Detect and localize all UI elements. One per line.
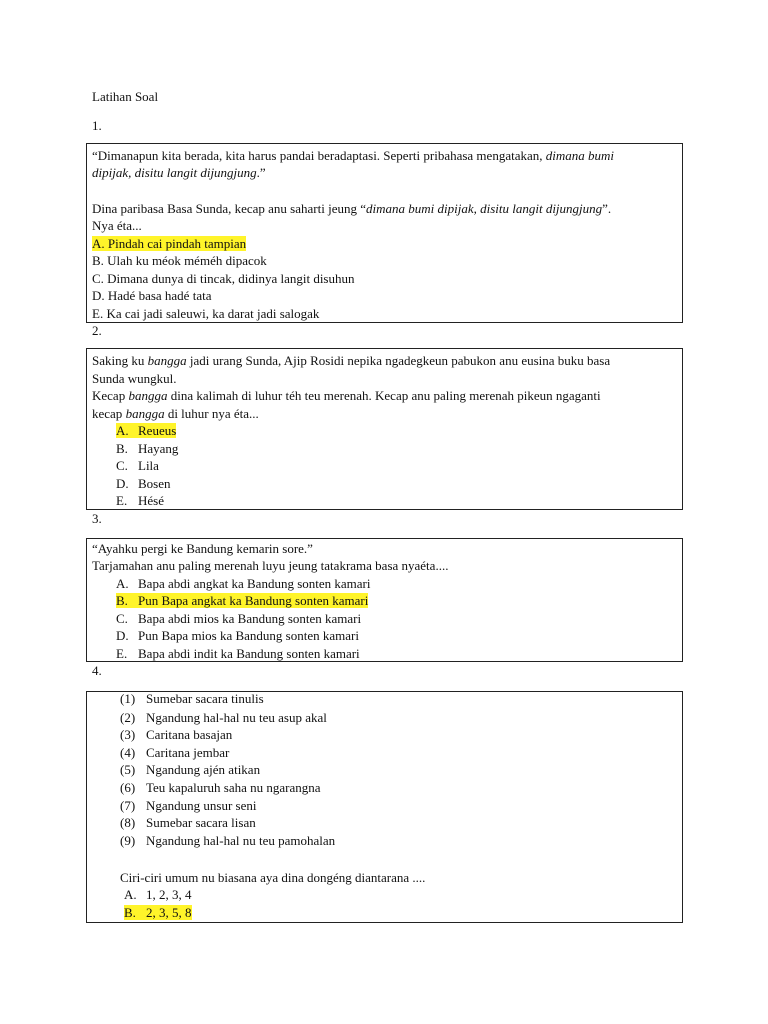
option-text: Bapa abdi indit ka Bandung sonten kamari xyxy=(138,646,360,661)
question-1-quote-line-2 xyxy=(92,164,266,181)
question-text: dina kalimah di luhur téh teu merenah. Kecap anu paling merenah pikeun ngaganti xyxy=(167,388,601,403)
statement-text: Sumebar sacara lisan xyxy=(146,815,256,830)
question-2-option-c[interactable] xyxy=(116,457,159,474)
question-2-number: 2. xyxy=(92,323,102,338)
question-text: di luhur nya éta... xyxy=(164,406,259,421)
statement-text: Caritana jembar xyxy=(146,745,230,760)
option-text-answer: 2, 3, 5, 8 xyxy=(146,905,192,920)
quote-italic-text: dimana bumi xyxy=(545,148,614,163)
question-2-text-line-1 xyxy=(92,352,610,369)
statement-number: (8) xyxy=(120,815,136,830)
statement-text: Ngandung ajén atikan xyxy=(146,762,261,777)
question-4-option-b[interactable] xyxy=(124,904,192,921)
question-3-quote: “Ayahku pergi ke Bandung kemarin sore.” xyxy=(92,541,313,556)
statement-text: Teu kapaluruh saha nu ngarangna xyxy=(146,780,321,795)
italic-word: bangga xyxy=(147,353,187,368)
option-label-answer: A. Pindah cai pindah tampian xyxy=(92,236,247,251)
option-text: Bosen xyxy=(138,476,171,491)
question-2-text-line-3 xyxy=(92,387,601,404)
option-text-answer: Pun Bapa angkat ka Bandung sonten kamari xyxy=(138,593,369,608)
statement-number: (5) xyxy=(120,762,136,777)
statement-text: Caritana basajan xyxy=(146,727,233,742)
statement-number: (4) xyxy=(120,745,136,760)
question-3-option-c[interactable] xyxy=(116,610,361,627)
option-letter: A. xyxy=(116,576,129,591)
italic-word: bangga xyxy=(128,388,168,403)
question-2-option-d[interactable] xyxy=(116,475,171,492)
question-1-option-c[interactable]: C. Dimana dunya di tincak, didinya langit disuhun xyxy=(92,271,355,286)
question-text: Kecap xyxy=(92,388,129,403)
option-letter: B. xyxy=(116,441,128,456)
question-2-text-line-4 xyxy=(92,405,259,422)
italic-word: bangga xyxy=(125,406,165,421)
option-letter: A. xyxy=(124,887,137,902)
quote-text: “Dimanapun kita berada, kita harus pandai beradaptasi. Seperti pribahasa mengatakan, xyxy=(92,148,546,163)
question-1-number: 1. xyxy=(92,118,102,133)
option-letter: B. xyxy=(124,905,136,920)
statement-item xyxy=(120,690,264,707)
statement-item xyxy=(120,832,335,849)
question-1-prompt-line-2: Nya éta... xyxy=(92,218,142,233)
prompt-text: ”. xyxy=(602,201,612,216)
statement-text: Sumebar sacara tinulis xyxy=(146,691,264,706)
statement-number: (1) xyxy=(120,691,136,706)
statement-number: (6) xyxy=(120,780,136,795)
option-text: Hayang xyxy=(138,441,179,456)
question-text: Saking ku xyxy=(92,353,148,368)
statement-item xyxy=(120,797,257,814)
option-letter: A. xyxy=(116,423,129,438)
quote-end: .” xyxy=(256,165,266,180)
option-letter: C. xyxy=(116,611,128,626)
option-letter: B. xyxy=(116,593,128,608)
question-text: jadi urang Sunda, Ajip Rosidi nepika ngadegkeun pabukon anu eusina buku basa xyxy=(186,353,611,368)
option-text: Pun Bapa mios ka Bandung sonten kamari xyxy=(138,628,359,643)
question-text: kecap xyxy=(92,406,126,421)
statement-number: (2) xyxy=(120,710,136,725)
question-1-option-a[interactable] xyxy=(92,235,246,252)
quote-italic-text: dipijak, disitu langit dijungjung xyxy=(92,165,257,180)
question-1-quote-line-1 xyxy=(92,147,614,164)
question-4-option-a[interactable] xyxy=(124,886,192,903)
option-letter: D. xyxy=(116,476,129,491)
question-2-option-a[interactable] xyxy=(116,422,176,439)
statement-number: (3) xyxy=(120,727,136,742)
question-4-number: 4. xyxy=(92,663,102,678)
option-text-answer: Reueus xyxy=(138,423,177,438)
question-3-number: 3. xyxy=(92,511,102,526)
statement-item xyxy=(120,744,229,761)
question-1-option-b[interactable]: B. Ulah ku méok méméh dipacok xyxy=(92,253,267,268)
option-text: Hésé xyxy=(138,493,164,508)
statement-text: Ngandung hal-hal nu teu asup akal xyxy=(146,710,327,725)
question-2-option-e[interactable] xyxy=(116,492,164,509)
question-4-prompt: Ciri-ciri umum nu biasana aya dina dongéng diantarana .... xyxy=(120,870,426,885)
statement-text: Ngandung unsur seni xyxy=(146,798,257,813)
question-1-option-d[interactable]: D. Hadé basa hadé tata xyxy=(92,288,212,303)
question-3-option-e[interactable] xyxy=(116,645,360,662)
question-3-option-b[interactable] xyxy=(116,592,368,609)
option-letter: D. xyxy=(116,628,129,643)
statement-item xyxy=(120,814,256,831)
question-2-option-b[interactable] xyxy=(116,440,178,457)
option-letter: C. xyxy=(116,458,128,473)
option-letter: E. xyxy=(116,646,128,661)
question-1-prompt-line-1 xyxy=(92,200,611,217)
option-text: Lila xyxy=(138,458,159,473)
question-2-text-line-2: Sunda wungkul. xyxy=(92,371,177,386)
statement-item xyxy=(120,726,232,743)
statement-item xyxy=(120,761,260,778)
statement-number: (9) xyxy=(120,833,136,848)
statement-item xyxy=(120,779,321,796)
prompt-italic-text: dimana bumi dipijak, disitu langit dijungjung xyxy=(365,201,603,216)
option-letter: E. xyxy=(116,493,128,508)
prompt-text: Dina paribasa Basa Sunda, kecap anu saharti jeung “ xyxy=(92,201,366,216)
statement-text: Ngandung hal-hal nu teu pamohalan xyxy=(146,833,336,848)
statement-number: (7) xyxy=(120,798,136,813)
question-3-option-d[interactable] xyxy=(116,627,359,644)
question-3-prompt: Tarjamahan anu paling merenah luyu jeung tatakrama basa nyaéta.... xyxy=(92,558,449,573)
option-text: 1, 2, 3, 4 xyxy=(146,887,192,902)
option-text: Bapa abdi mios ka Bandung sonten kamari xyxy=(138,611,362,626)
document-title: Latihan Soal xyxy=(92,89,159,104)
question-3-option-a[interactable] xyxy=(116,575,371,592)
option-text: Bapa abdi angkat ka Bandung sonten kamari xyxy=(138,576,371,591)
statement-item xyxy=(120,709,327,726)
question-1-option-e[interactable]: E. Ka cai jadi saleuwi, ka darat jadi salogak xyxy=(92,306,320,321)
